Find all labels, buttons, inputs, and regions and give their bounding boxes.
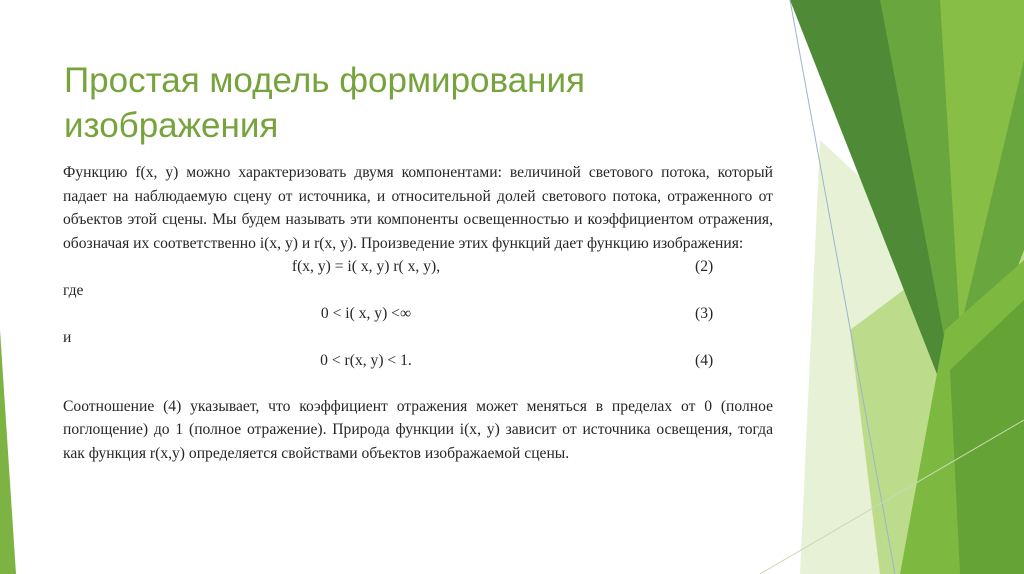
formula-expression: f(x, y) = i( x, y) r( x, y),: [291, 258, 441, 275]
connector-and: и: [63, 328, 72, 346]
formula-expression: 0 < i( x, y) <∞: [320, 305, 412, 322]
intro-paragraph: Функцию f(x, y) можно характеризовать двумя компонентами: величиной светового потока, который падает на наблюдаемую сцену от источника, и относительной долей светового потока, отраженного от объектов этой сцены. Мы будем называть эти компоненты освещенностью и коэффициентом отражения, обозначая их соответственно i(x, y) и r(x, y). Произведение этих функций дает функцию изображения:: [63, 164, 773, 252]
slide-body: [63, 161, 773, 465]
formula-row-4: [63, 349, 773, 373]
formula-row-3: [63, 302, 773, 326]
formula-row-2: [63, 255, 773, 279]
deco-left-sliver: [0, 330, 16, 574]
formula-number: (2): [695, 258, 714, 275]
slide-title: Простая модель формирования изображения: [64, 61, 586, 145]
connector-where: где: [63, 281, 84, 299]
formula-expression: 0 < r(x, y) < 1.: [320, 352, 412, 369]
conclusion-paragraph: Соотношение (4) указывает, что коэффициент отражения может меняться в пределах от 0 (полное поглощение) до 1 (полное отражение). Природа функции i(x, y) зависит от источника освещения, тогда как функция r(x,y) определяется свойствами объектов изображаемой сцены.: [63, 397, 773, 462]
formula-number: (4): [695, 352, 714, 369]
spacer: [63, 373, 773, 395]
formula-number: (3): [695, 305, 714, 322]
